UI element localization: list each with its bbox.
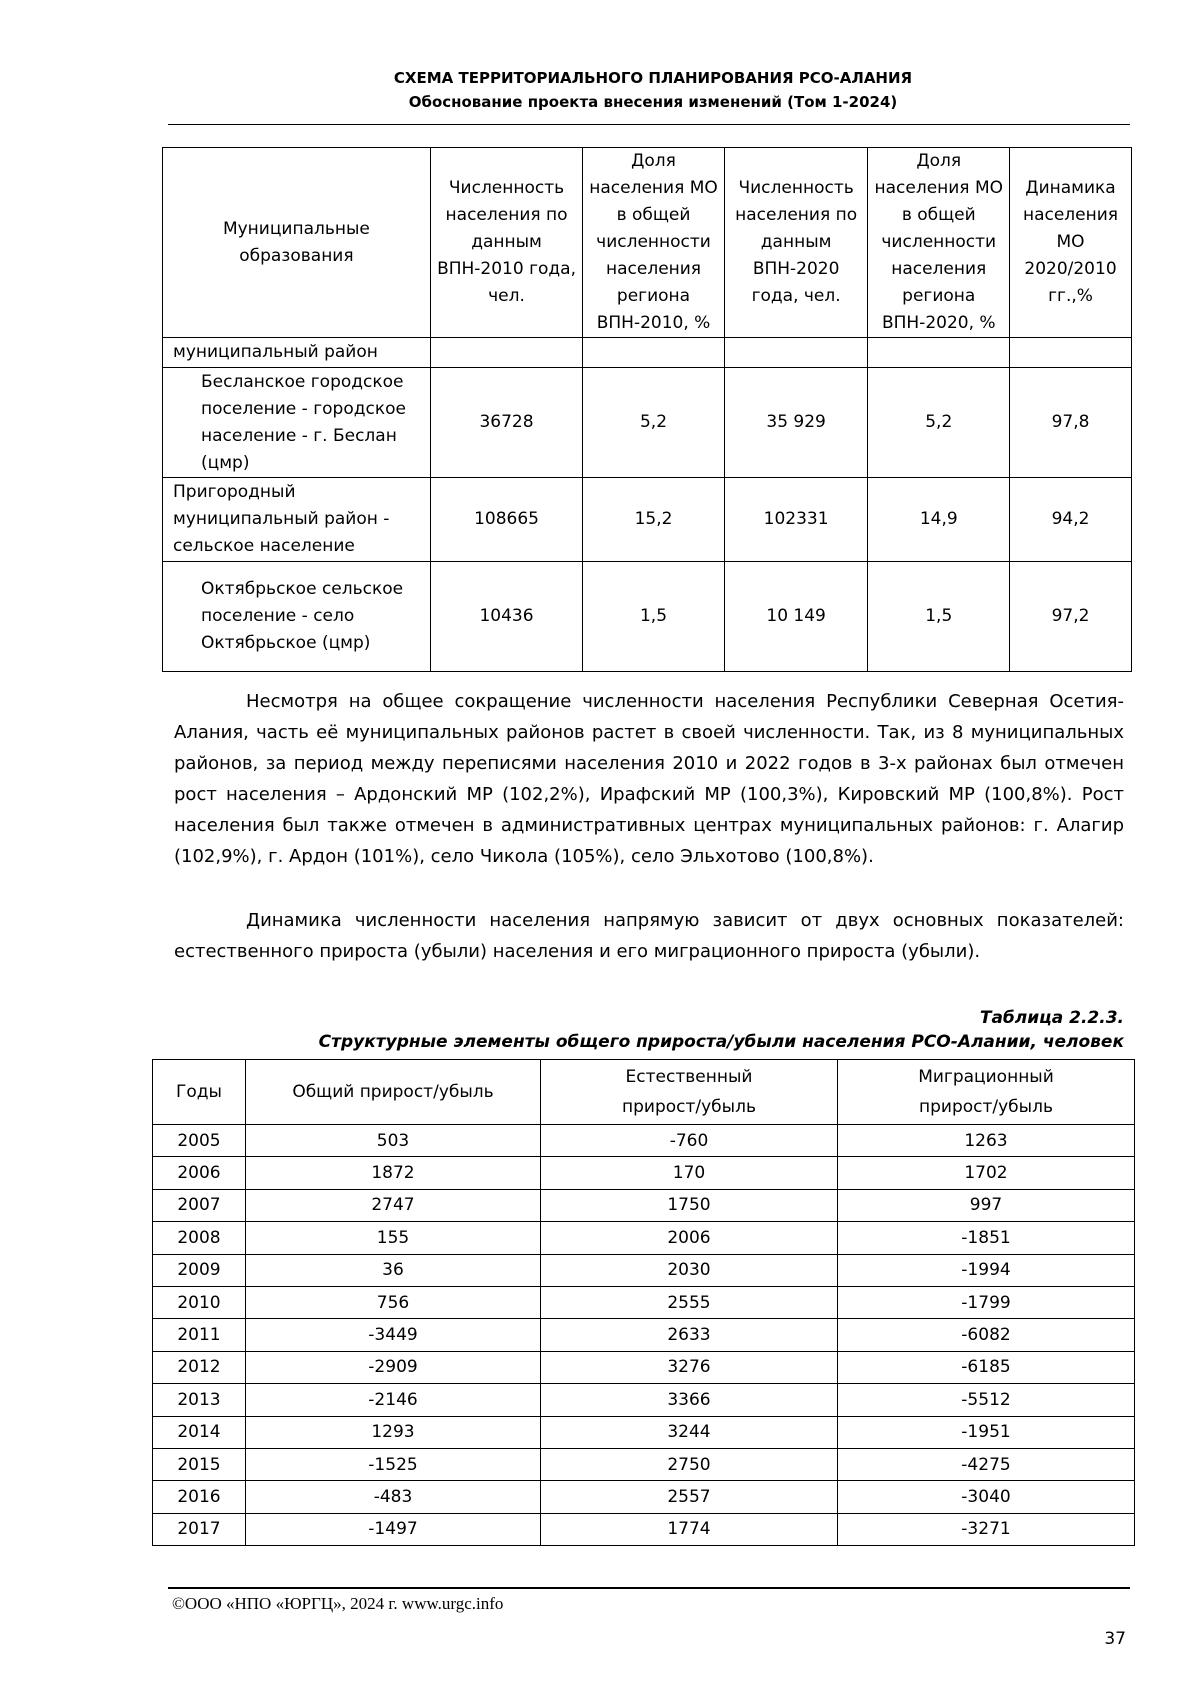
table-row: [153, 1222, 1135, 1254]
cell: 2006: [153, 1157, 246, 1189]
cell: 1872: [246, 1157, 541, 1189]
column-header: Муниципальные образования: [163, 148, 431, 338]
cell: 2747: [246, 1189, 541, 1221]
table-row: [153, 1125, 1135, 1157]
table-title: Структурные элементы общего прироста/убыли населения РСО-Алании, человек: [318, 1032, 1124, 1052]
cell: 2009: [153, 1254, 246, 1286]
cell: -4275: [838, 1448, 1135, 1480]
column-header: Миграционный прирост/убыль: [838, 1060, 1135, 1125]
footer-divider: [168, 1587, 1130, 1589]
cell: 2750: [541, 1448, 838, 1480]
cell: 756: [246, 1286, 541, 1318]
cell: 97,8: [1010, 368, 1132, 478]
cell: 1,5: [868, 562, 1010, 672]
table-row: [163, 338, 1132, 368]
cell: -1525: [246, 1448, 541, 1480]
table-row: [153, 1157, 1135, 1189]
footer-copyright: ©ООО «НПО «ЮРГЦ», 2024 г. www.urgc.info: [172, 1594, 504, 1613]
body-paragraph: Несмотря на общее сокращение численности населения Республики Северная Осетия-Алания, часть её муниципальных районов растет в своей численности. Так, из 8 муниципальных районов, за период между переписями населения 2010 и 2022 годов в 3-х районах был отмечен рост населения – Ардонский МР (102,2%), Ирафский МР (100,3%), Кировский МР (100,8%). Рост населения был также отмечен в административных центрах муниципальных районов: г. Алагир (102,9%), г. Ардон (101%), село Чикола (105%), село Эльхотово (100,8%).: [174, 691, 1124, 867]
cell: 5,2: [868, 368, 1010, 478]
population-table: [162, 147, 1132, 672]
page-header: [168, 66, 1138, 114]
table-row: [163, 478, 1132, 562]
cell: 1293: [246, 1416, 541, 1448]
cell: -3449: [246, 1319, 541, 1351]
page-number: 37: [1104, 1629, 1126, 1649]
cell: 2030: [541, 1254, 838, 1286]
cell: -2909: [246, 1351, 541, 1383]
cell: 155: [246, 1222, 541, 1254]
cell: -1497: [246, 1513, 541, 1545]
cell: 3366: [541, 1384, 838, 1416]
table-row: [153, 1286, 1135, 1318]
column-header: Общий прирост/убыль: [246, 1060, 541, 1125]
cell: 3276: [541, 1351, 838, 1383]
cell: 35 929: [724, 368, 868, 478]
cell: [1010, 338, 1132, 368]
cell: -1951: [838, 1416, 1135, 1448]
cell: 2014: [153, 1416, 246, 1448]
cell: 15,2: [583, 478, 725, 562]
cell: 2017: [153, 1513, 246, 1545]
cell: 2013: [153, 1384, 246, 1416]
cell: [868, 338, 1010, 368]
cell: 2006: [541, 1222, 838, 1254]
cell: [583, 338, 725, 368]
header-subtitle: Обоснование проекта внесения изменений (Том 1-2024): [408, 93, 898, 111]
cell: -483: [246, 1481, 541, 1513]
table-row: [163, 562, 1132, 672]
cell: 503: [246, 1125, 541, 1157]
table-number: Таблица 2.2.3.: [979, 1008, 1124, 1028]
cell: 1750: [541, 1189, 838, 1221]
cell: 1,5: [583, 562, 725, 672]
cell: 2012: [153, 1351, 246, 1383]
table-row: [153, 1351, 1135, 1383]
cell: -1851: [838, 1222, 1135, 1254]
cell: 2633: [541, 1319, 838, 1351]
cell: [430, 338, 582, 368]
cell: 2011: [153, 1319, 246, 1351]
table-row: [153, 1416, 1135, 1448]
header-divider: [168, 124, 1130, 125]
cell: 2010: [153, 1286, 246, 1318]
cell: 102331: [724, 478, 868, 562]
cell: 14,9: [868, 478, 1010, 562]
cell: 36: [246, 1254, 541, 1286]
table-row: [153, 1481, 1135, 1513]
cell: -5512: [838, 1384, 1135, 1416]
cell: 2557: [541, 1481, 838, 1513]
cell: 2007: [153, 1189, 246, 1221]
column-header: Доля населения МО в общей численности населения региона ВПН-2020, %: [868, 148, 1010, 338]
cell: 10436: [430, 562, 582, 672]
table-row: [153, 1448, 1135, 1480]
table-row: [153, 1319, 1135, 1351]
cell: 997: [838, 1189, 1135, 1221]
cell: -6082: [838, 1319, 1135, 1351]
body-paragraph: Динамика численности населения напрямую зависит от двух основных показателей: естественного прироста (убыли) населения и его миграционного прироста (убыли).: [174, 910, 1124, 962]
row-name: Бесланское городское поселение - городское население - г. Беслан (цмр): [163, 368, 431, 478]
cell: -3040: [838, 1481, 1135, 1513]
cell: 2555: [541, 1286, 838, 1318]
table-row: [153, 1384, 1135, 1416]
cell: -760: [541, 1125, 838, 1157]
cell: 97,2: [1010, 562, 1132, 672]
table-row: [153, 1254, 1135, 1286]
column-header: Годы: [153, 1060, 246, 1125]
cell: 3244: [541, 1416, 838, 1448]
cell: -1799: [838, 1286, 1135, 1318]
cell: 10 149: [724, 562, 868, 672]
header-title: СХЕМА ТЕРРИТОРИАЛЬНОГО ПЛАНИРОВАНИЯ РСО-АЛАНИЯ: [393, 69, 913, 87]
cell: 1702: [838, 1157, 1135, 1189]
column-header: Доля населения МО в общей численности населения региона ВПН-2010, %: [583, 148, 725, 338]
cell: 108665: [430, 478, 582, 562]
table-row: [163, 368, 1132, 478]
cell: 1263: [838, 1125, 1135, 1157]
cell: -1994: [838, 1254, 1135, 1286]
cell: 94,2: [1010, 478, 1132, 562]
cell: -2146: [246, 1384, 541, 1416]
cell: 2008: [153, 1222, 246, 1254]
cell: 2016: [153, 1481, 246, 1513]
cell: [724, 338, 868, 368]
cell: 2015: [153, 1448, 246, 1480]
row-name: Пригородный муниципальный район - сельское население: [163, 478, 431, 562]
row-name: Октябрьское сельское поселение - село Октябрьское (цмр): [163, 562, 431, 672]
cell: 2005: [153, 1125, 246, 1157]
table-row: [153, 1513, 1135, 1545]
cell: 170: [541, 1157, 838, 1189]
table-row: [153, 1189, 1135, 1221]
column-header: Естественный прирост/убыль: [541, 1060, 838, 1125]
column-header: Численность населения по данным ВПН-2010 года, чел.: [430, 148, 582, 338]
growth-table: [152, 1059, 1135, 1546]
cell: -6185: [838, 1351, 1135, 1383]
row-name: муниципальный район: [163, 338, 431, 368]
cell: 1774: [541, 1513, 838, 1545]
cell: -3271: [838, 1513, 1135, 1545]
cell: 36728: [430, 368, 582, 478]
column-header: Численность населения по данным ВПН-2020 года, чел.: [724, 148, 868, 338]
column-header: Динамика населения МО 2020/2010 гг.,%: [1010, 148, 1132, 338]
cell: 5,2: [583, 368, 725, 478]
